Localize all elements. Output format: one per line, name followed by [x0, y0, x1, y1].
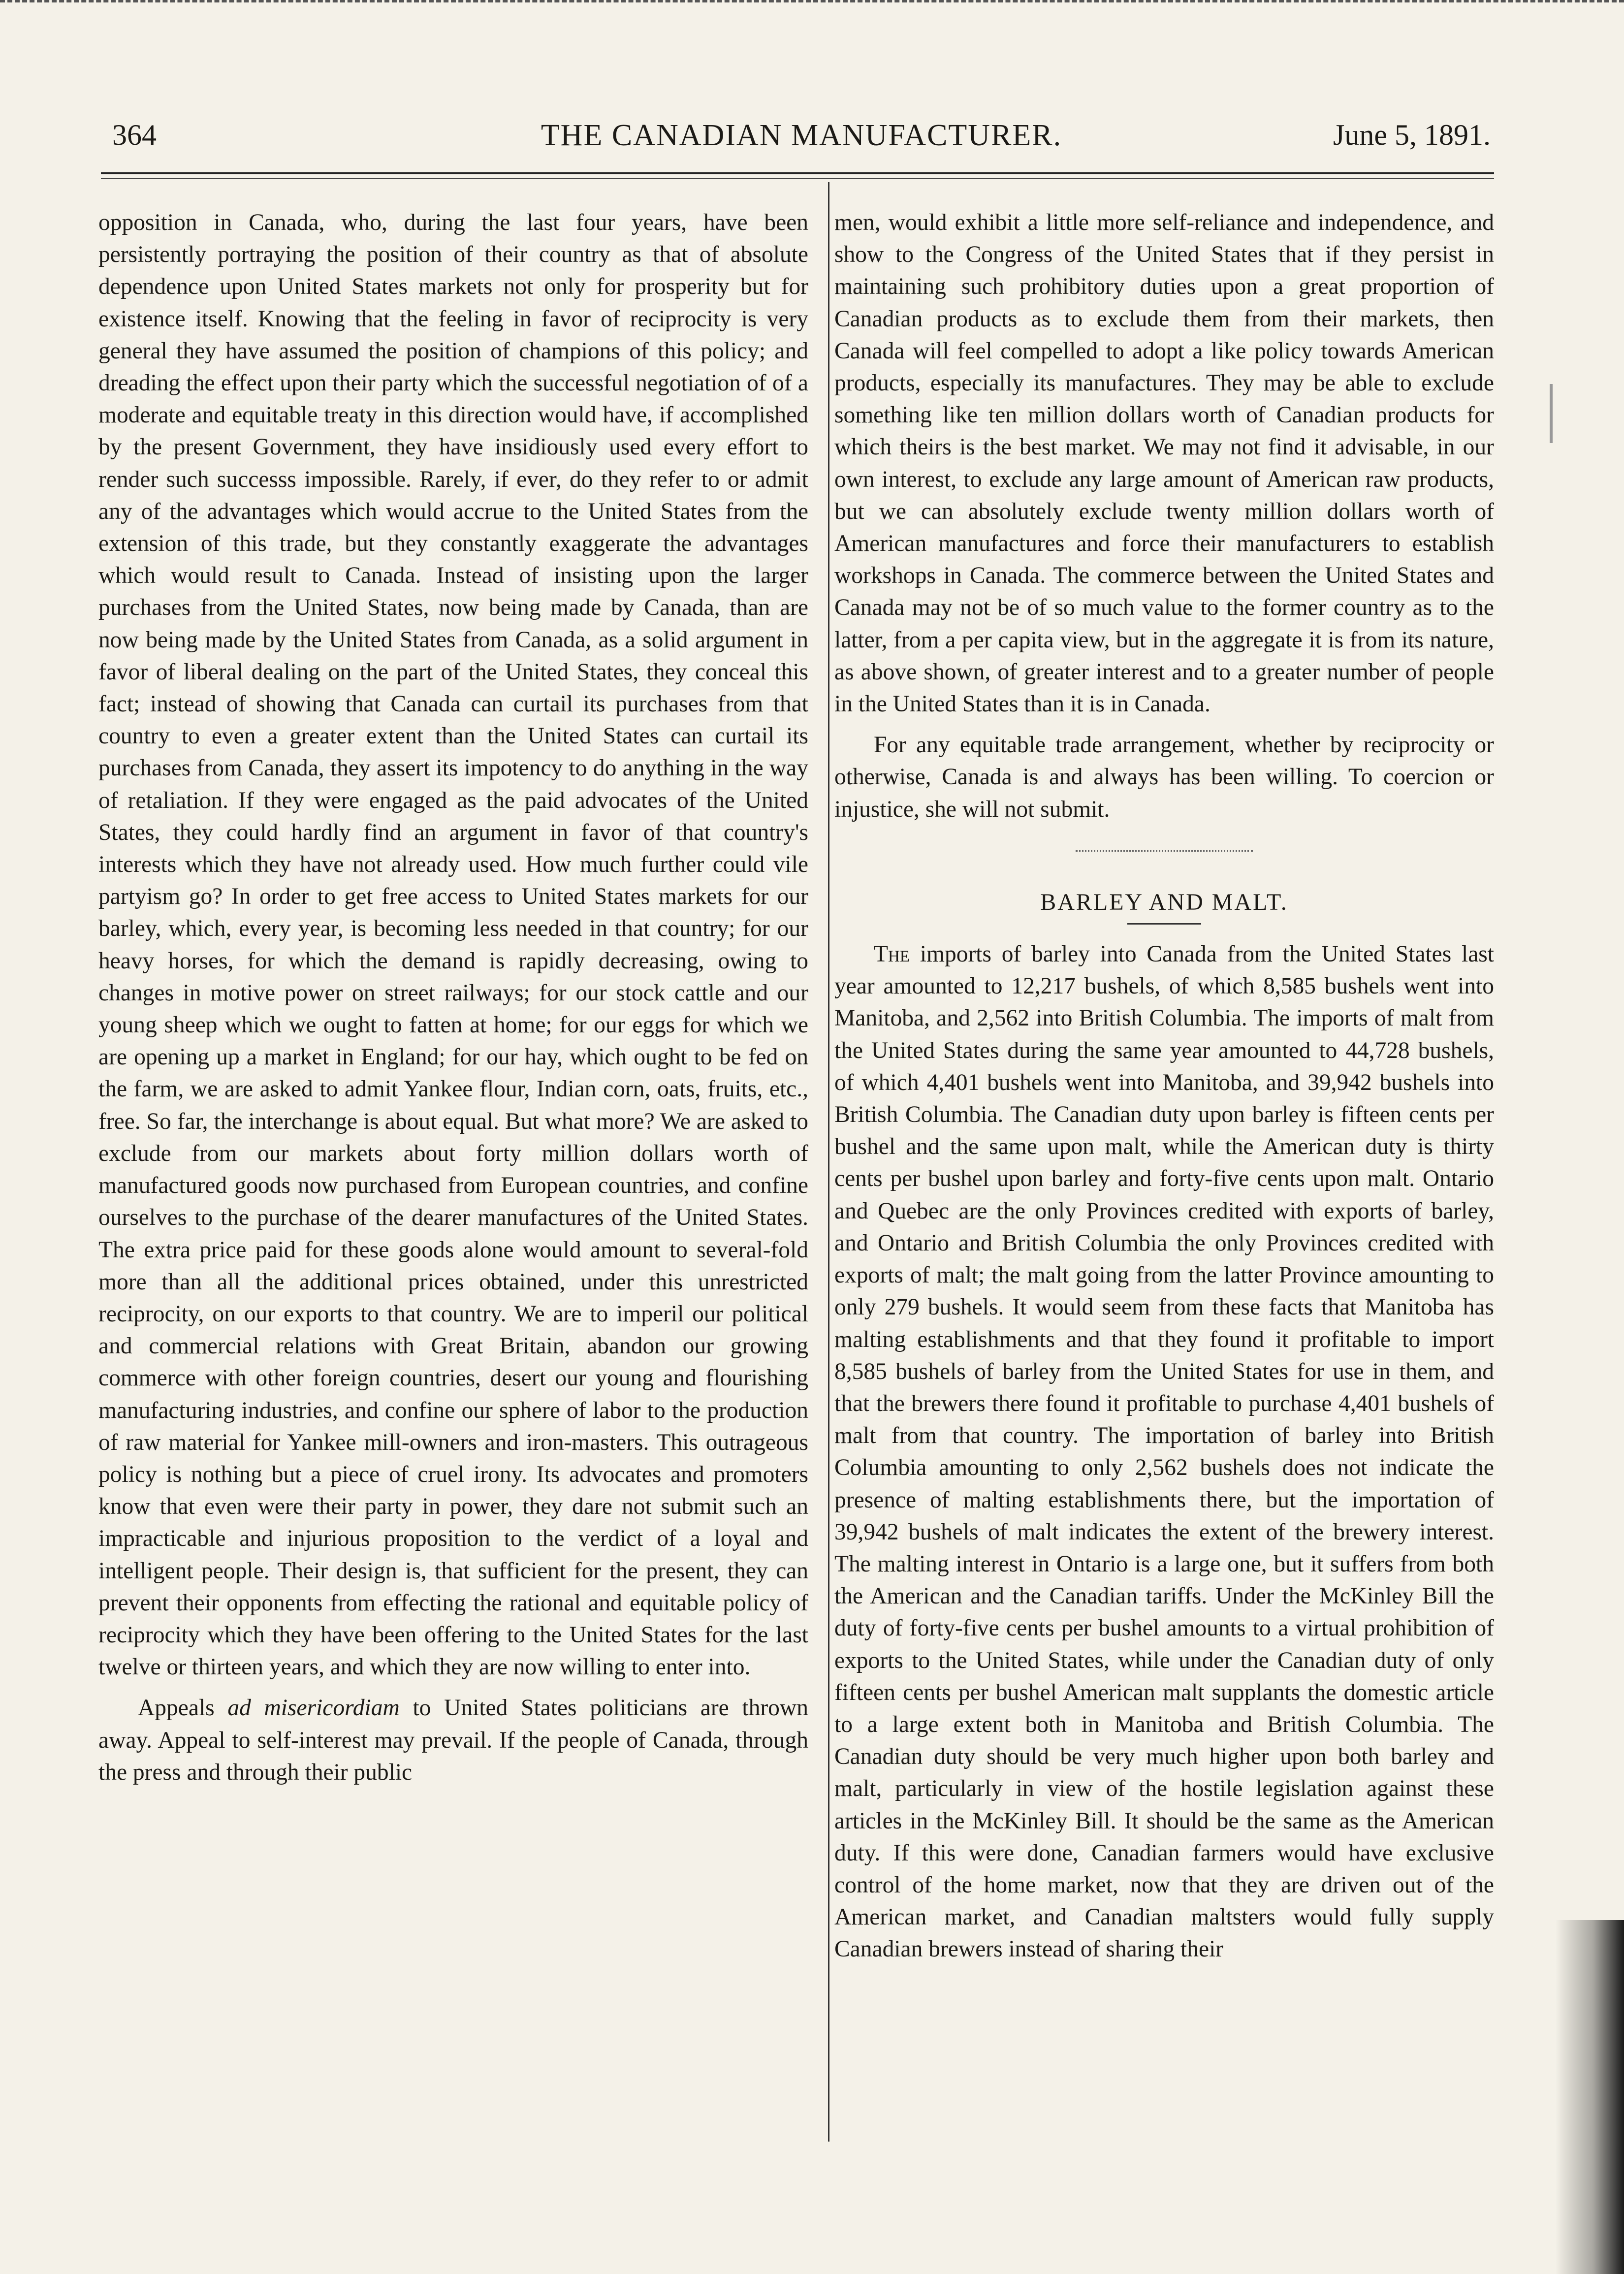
closing-paragraph: For any equitable trade arrangement, whether by reciprocity or otherwise, Canada is and always has been willing. To coercion or injustice, she will not submit.: [834, 732, 1494, 822]
section-title-underline: [1127, 923, 1201, 925]
editorial-paragraph: opposition in Canada, who, during the last four years, have been persistently portraying the position of their country as that of absolute dependence upon United States markets not only for prosperity but for existence itself. Knowing that the feeling in favor of reciprocity is very general they have assumed the position of champions of this policy; and dreading the effect upon their party which the successful negotiation of of a moderate and equitable treaty in this direction would have, if accomplished by the present Government, they have insidiously used every effort to render such successs impossible. Rarely, if ever, do they refer to or admit any of the advantages which would accrue to the United States from the extension of this trade, but they constantly exaggerate the advantages which would result to Canada. Instead of insisting upon the larger purchases from the United States, now being made by Canada, than are now being made by the United States from Canada, as a solid argument in favor of liberal dealing on the part of the United States, they conceal this fact; instead of showing that Canada can curtail its purchases from that country to even a greater extent than the United States can curtail its purchases from Canada, they assert its impotency to do anything in the way of retaliation. If they were engaged as the paid advocates of the United States, they could hardly find an argument in favor of that country's interests which they have not already used. How much further could vile partyism go? In order to get free access to United States markets for our barley, which, every year, is becoming less needed in that country; for our heavy horses, for which the demand is rapidly decreasing, owing to changes in motive power on street railways; for our stock cattle and our young sheep which we ought to fatten at home; for our eggs for which we are opening up a market in England; for our hay, which ought to be fed on the farm, we are asked to admit Yankee flour, Indian corn, oats, fruits, etc., free. So far, the interchange is about equal. But what more? We are asked to exclude from our markets about forty million dollars worth of manufactured goods now purchased from European countries, and confine ourselves to the purchase of the dearer manufactures of the United States. The extra price paid for these goods alone would amount to several-fold more than all the additional prices obtained, under this unrestricted reciprocity, on our exports to that country. We are to imperil our political and commercial relations with Great Britain, abandon our growing commerce with other foreign countries, desert our young and flourishing manufacturing industries, and confine our sphere of labor to the production of raw material for Yankee mill-owners and iron-masters. This outrageous policy is nothing but a piece of cruel irony. Its advocates and promoters know that even were their party in power, they dare not submit such an impracticable and injurious proposition to the verdict of a loyal and intelligent people. Their design is, that sufficient for the present, they can prevent their opponents from effecting the rational and equitable policy of reciprocity which they have been offering to the United States for the last twelve or thirteen years, and which they are now willing to enter into.: [98, 210, 808, 1680]
page-number: 364: [112, 119, 157, 151]
margin-mark: [1550, 384, 1553, 443]
barley-lead-word: The: [874, 941, 910, 967]
issue-date: June 5, 1891.: [1333, 119, 1491, 151]
top-edge-rule: [0, 0, 1624, 7]
barley-paragraph: [834, 938, 1494, 1966]
appeals-prefix: Appeals: [138, 1695, 228, 1721]
latin-phrase: ad misericordiam: [227, 1695, 400, 1721]
header-rule-thick: [101, 172, 1494, 174]
journal-title: THE CANADIAN MANUFACTURER.: [541, 119, 1062, 152]
column-divider: [828, 182, 829, 2142]
continuation-paragraph: men, would exhibit a little more self-reliance and independence, and show to the Congress of the United States that if they persist in maintaining such prohibitory duties upon a great proportion of Canadian products as to exclude them from their markets, then Canada will feel compelled to adopt a like policy towards American products, especially its manufactures. They may be able to exclude something like ten million dollars worth of Canadian products for which theirs is the best market. We may not find it advisable, in our own interest, to exclude any large amount of American raw products, but we can absolutely exclude twenty million dollars worth of American manufactures and force their manufacturers to establish workshops in Canada. The commerce between the United States and Canada may not be of so much value to the former country as to the latter, from a per capita view, but in the aggregate it is from its nature, as above shown, of greater interest and to a greater number of people in the United States than it is in Canada.: [834, 210, 1494, 717]
page-edge-shadow: [1555, 1920, 1624, 2274]
header-rule-thin: [101, 178, 1494, 179]
section-separator: [1076, 850, 1253, 852]
appeals-rest: to United States politicians are thrown away. Appeal to self-interest may prevail. If the people of Canada, through the press and through their public: [98, 1695, 808, 1785]
left-column: [98, 207, 808, 1789]
page-header: [112, 118, 1491, 162]
section-title: BARLEY AND MALT.: [1040, 889, 1288, 915]
barley-body: imports of barley into Canada from the United States last year amounted to 12,217 bushels, of which 8,585 bushels went into Manitoba, and 2,562 into British Columbia. The imports of malt from the United States during the same year amounted to 44,728 bushels, of which 4,401 bushels went into Manitoba, and 39,942 bushels into British Columbia. The Canadian duty upon barley is fifteen cents per bushel and the same upon malt, while the American duty is thirty cents per bushel upon barley and forty-five cents upon malt. Ontario and Quebec are the only Provinces credited with exports of barley, and Ontario and British Columbia the only Provinces credited with exports of malt; the malt going from the latter Province amounting to only 279 bushels. It would seem from these facts that Manitoba has malting establishments and that they found it profitable to import 8,585 bushels of barley from the United States for use in them, and that the brewers there found it profitable to purchase 4,401 bushels of malt from that country. The importation of barley into British Columbia amounting to only 2,562 bushels does not indicate the presence of malting establishments there, but the importation of 39,942 bushels of malt indicates the extent of the brewery interest. The malting interest in Ontario is a large one, but it suffers from both the American and the Canadian tariffs. Under the McKinley Bill the duty of forty-five cents per bushel amounts to a virtual prohibition of exports to the United States, while under the Canadian duty of only fifteen cents per bushel American malt supplants the domestic article to a large extent both in Manitoba and British Columbia. The Canadian duty should be very much higher upon both barley and malt, particularly in view of the hostile legislation against these articles in the McKinley Bill. It should be the same as the American duty. If this were done, Canadian farmers would have exclusive control of the home market, now that they are driven out of the American market, and Canadian maltsters would fully supply Canadian brewers instead of sharing their: [834, 941, 1494, 1962]
appeals-paragraph: [98, 1692, 808, 1789]
right-column: [834, 207, 1494, 1966]
